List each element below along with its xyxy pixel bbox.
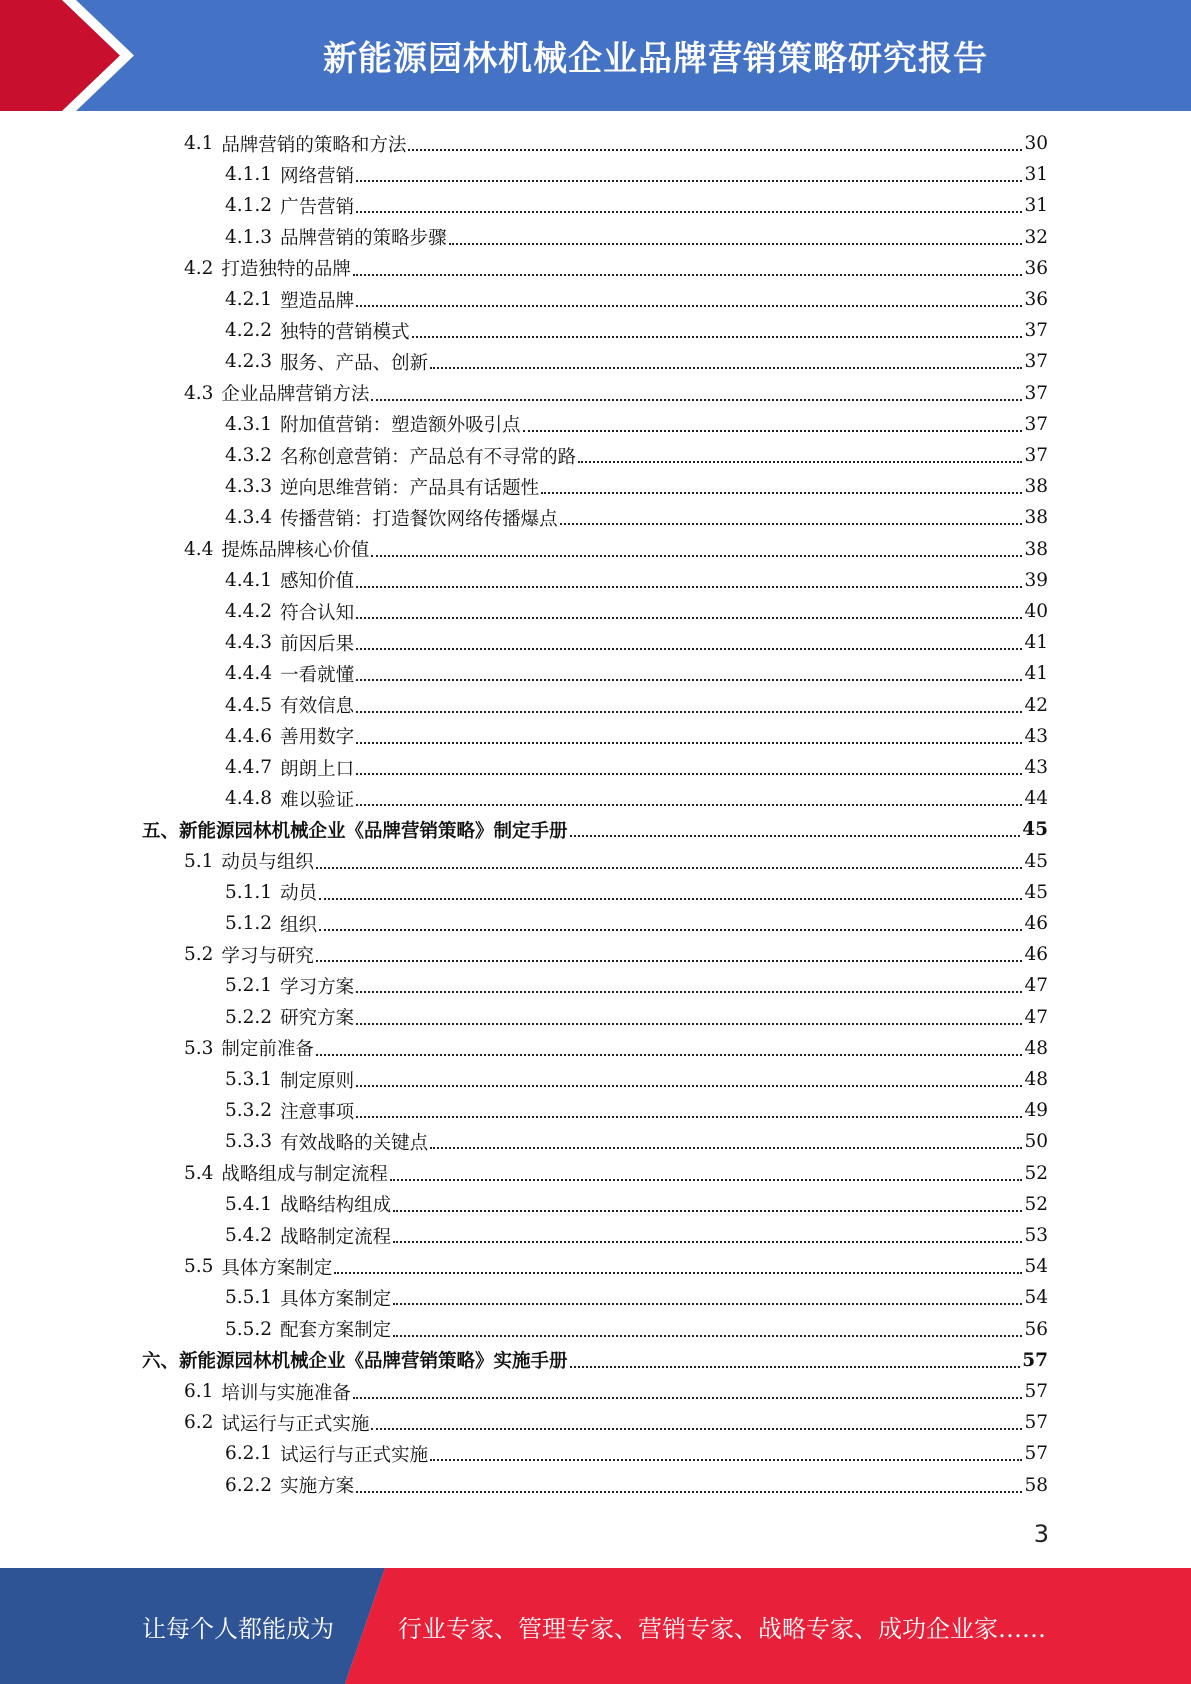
toc-leader-dots [371, 555, 1022, 557]
toc-leader-dots [316, 867, 1023, 869]
toc-entry-page: 52 [1024, 1162, 1048, 1184]
toc-leader-dots [356, 1085, 1022, 1087]
toc-entry-page: 39 [1024, 569, 1048, 591]
toc-entry-page: 37 [1024, 413, 1048, 435]
toc-entry-title: 试运行与正式实施 [221, 1413, 370, 1435]
toc-entry-page: 43 [1024, 757, 1048, 778]
toc-entry[interactable] [184, 253, 1048, 284]
toc-leader-dots [319, 929, 1022, 931]
toc-entry-title: 六、新能源园林机械企业《品牌营销策略》实施手册 [142, 1351, 568, 1373]
toc-entry-page: 54 [1024, 1287, 1048, 1309]
toc-entry-title: 符合认知 [280, 602, 355, 624]
toc-entry-title: 有效信息 [280, 696, 355, 718]
toc-leader-dots [356, 773, 1022, 775]
toc-leader-dots [371, 1428, 1022, 1430]
toc-leader-dots [393, 1335, 1022, 1337]
toc-entry-page: 44 [1024, 788, 1048, 810]
toc-entry-page: 52 [1024, 1193, 1048, 1215]
toc-entry-title: 企业品牌营销方法 [221, 384, 370, 406]
toc-leader-dots [449, 243, 1023, 245]
toc-entry-page: 45 [1024, 850, 1048, 872]
toc-entry-page: 38 [1024, 476, 1048, 498]
toc-entry-page: 49 [1024, 1100, 1048, 1122]
toc-entry-number: 4.4.1 [225, 569, 273, 591]
toc-entry-number: 4.4 [184, 538, 214, 560]
toc-entry[interactable] [225, 877, 1048, 908]
toc-entry-number: 5.5 [184, 1256, 214, 1278]
toc-leader-dots [371, 399, 1022, 401]
toc-entry-page: 32 [1024, 226, 1048, 248]
toc-entry-title: 一看就懂 [280, 664, 355, 686]
toc-entry-title: 网络营销 [280, 165, 355, 187]
toc-entry-page: 36 [1024, 257, 1048, 279]
toc-entry[interactable] [225, 1282, 1048, 1313]
toc-entry-title: 制定前准备 [221, 1039, 314, 1061]
toc-entry-page: 36 [1024, 289, 1048, 310]
toc-entry[interactable] [184, 1376, 1048, 1407]
toc-entry-page: 43 [1024, 725, 1048, 747]
toc-entry[interactable] [225, 658, 1048, 689]
toc-leader-dots [334, 1272, 1022, 1274]
toc-entry-title: 试运行与正式实施 [280, 1444, 429, 1466]
toc-entry-number: 4.4.4 [225, 663, 273, 685]
page-header [0, 0, 1191, 111]
toc-entry[interactable] [142, 814, 1048, 845]
toc-leader-dots [523, 430, 1023, 432]
toc-entry-title: 组织 [280, 914, 318, 936]
toc-entry-page: 38 [1024, 538, 1048, 560]
toc-entry-page: 58 [1024, 1474, 1048, 1496]
toc-entry-page: 46 [1024, 913, 1048, 934]
toc-entry-title: 学习与研究 [221, 945, 314, 967]
toc-entry-page: 41 [1024, 663, 1048, 685]
toc-entry-number: 5.2 [184, 944, 214, 966]
toc-entry[interactable] [225, 315, 1048, 346]
toc-entry-page: 31 [1024, 164, 1048, 186]
toc-entry-number: 6.2.2 [225, 1474, 273, 1496]
toc-leader-dots [356, 711, 1022, 713]
toc-entry-title: 战略组成与制定流程 [221, 1164, 388, 1186]
toc-entry[interactable] [225, 346, 1048, 377]
page-number: 3 [1033, 1520, 1049, 1548]
toc-leader-dots [356, 180, 1022, 182]
toc-entry-title: 注意事项 [280, 1101, 355, 1123]
toc-leader-dots [356, 1023, 1022, 1025]
toc-entry[interactable] [225, 502, 1048, 533]
toc-entry-title: 独特的营销模式 [280, 321, 410, 343]
toc-leader-dots [356, 991, 1022, 993]
toc-leader-dots [560, 523, 1023, 525]
toc-entry-page: 56 [1024, 1318, 1048, 1340]
toc-entry[interactable] [225, 1189, 1048, 1220]
toc-entry-title: 具体方案制定 [221, 1257, 333, 1279]
toc-entry-title: 战略制定流程 [280, 1226, 392, 1248]
toc-entry[interactable] [225, 284, 1048, 315]
toc-entry-page: 30 [1024, 133, 1048, 154]
toc-entry-number: 5.1.2 [225, 913, 273, 934]
toc-entry[interactable] [225, 596, 1048, 627]
toc-entry-title: 品牌营销的策略步骤 [280, 228, 447, 250]
toc-leader-dots [356, 679, 1022, 681]
toc-leader-dots [408, 149, 1022, 151]
toc-entry-number: 4.2.2 [225, 320, 273, 342]
toc-entry-page: 48 [1024, 1037, 1048, 1059]
toc-leader-dots [316, 1054, 1023, 1056]
toc-entry-title: 难以验证 [280, 789, 355, 811]
toc-entry-title: 感知价值 [280, 571, 355, 593]
toc-leader-dots [356, 742, 1022, 744]
toc-entry-title: 培训与实施准备 [221, 1382, 351, 1404]
toc-entry-page: 38 [1024, 507, 1048, 529]
toc-leader-dots [430, 1147, 1022, 1149]
toc-entry-page: 41 [1024, 632, 1048, 654]
toc-entry-page: 47 [1024, 975, 1048, 997]
report-title: 新能源园林机械企业品牌营销策略研究报告 [323, 39, 988, 79]
toc-entry-number: 4.4.7 [225, 757, 273, 778]
toc-leader-dots [541, 492, 1022, 494]
toc-entry[interactable] [225, 1438, 1048, 1469]
toc-entry-page: 45 [1022, 819, 1048, 841]
toc-entry[interactable] [184, 128, 1048, 159]
toc-entry-number: 5.4.1 [225, 1193, 273, 1215]
toc-entry-number: 4.1.1 [225, 164, 273, 186]
toc-entry-number: 4.4.8 [225, 788, 273, 810]
toc-leader-dots [430, 1459, 1022, 1461]
toc-entry-page: 37 [1024, 382, 1048, 404]
toc-entry[interactable] [184, 1158, 1048, 1189]
toc-entry-page: 57 [1024, 1412, 1048, 1434]
toc-leader-dots [356, 586, 1022, 588]
page-footer [0, 1568, 1191, 1684]
toc-leader-dots [316, 960, 1023, 962]
toc-leader-dots [356, 305, 1022, 307]
toc-leader-dots [412, 336, 1023, 338]
toc-entry-number: 4.3 [184, 382, 214, 404]
toc-entry-title: 五、新能源园林机械企业《品牌营销策略》制定手册 [142, 820, 568, 842]
toc-entry-title: 动员与组织 [221, 852, 314, 874]
toc-entry-number: 5.2.1 [225, 975, 273, 997]
toc-entry-title: 朗朗上口 [280, 758, 355, 780]
toc-entry-number: 5.2.2 [225, 1006, 273, 1028]
toc-entry[interactable] [225, 471, 1048, 502]
toc-entry[interactable] [184, 1033, 1048, 1064]
toc-entry[interactable] [225, 1126, 1048, 1157]
toc-entry-number: 5.3.1 [225, 1069, 273, 1090]
toc-entry-number: 5.1.1 [225, 881, 273, 903]
toc-leader-dots [319, 898, 1022, 900]
toc-entry-page: 46 [1024, 944, 1048, 966]
toc-entry[interactable] [184, 1407, 1048, 1438]
toc-entry-title: 前因后果 [280, 633, 355, 655]
toc-entry-page: 40 [1024, 601, 1048, 622]
toc-leader-dots [578, 461, 1022, 463]
toc-entry[interactable] [225, 690, 1048, 721]
toc-entry-title: 塑造品牌 [280, 290, 355, 312]
toc-leader-dots [430, 367, 1022, 369]
toc-entry-number: 5.1 [184, 850, 214, 872]
toc-entry[interactable] [184, 378, 1048, 409]
toc-entry-number: 5.5.1 [225, 1287, 273, 1309]
toc-entry[interactable] [225, 1002, 1048, 1033]
toc-entry[interactable] [225, 565, 1048, 596]
toc-entry[interactable] [184, 846, 1048, 877]
toc-entry-title: 配套方案制定 [280, 1320, 392, 1342]
toc-entry-number: 4.3.2 [225, 445, 273, 466]
toc-entry-number: 6.2 [184, 1412, 214, 1434]
toc-entry-page: 53 [1024, 1225, 1048, 1246]
toc-entry-title: 战略结构组成 [280, 1195, 392, 1217]
toc-entry-number: 4.3.4 [225, 507, 273, 529]
toc-leader-dots [393, 1303, 1022, 1305]
toc-leader-dots [356, 617, 1022, 619]
toc-leader-dots [356, 1491, 1022, 1493]
toc-entry[interactable] [142, 1345, 1048, 1376]
toc-entry-title: 动员 [280, 883, 318, 905]
toc-entry-number: 4.3.3 [225, 476, 273, 498]
toc-entry[interactable] [184, 939, 1048, 970]
toc-leader-dots [390, 1179, 1023, 1181]
toc-entry-title: 有效战略的关键点 [280, 1132, 429, 1154]
toc-entry[interactable] [184, 534, 1048, 565]
toc-entry[interactable] [225, 1314, 1048, 1345]
toc-entry-number: 4.2.1 [225, 289, 273, 310]
toc-entry-page: 57 [1024, 1443, 1048, 1465]
toc-entry[interactable] [225, 908, 1048, 939]
toc-entry-title: 学习方案 [280, 976, 355, 998]
toc-entry-page: 37 [1024, 320, 1048, 342]
toc-entry-page: 57 [1024, 1381, 1048, 1402]
toc-entry-number: 6.2.1 [225, 1443, 273, 1465]
toc-entry-title: 制定原则 [280, 1070, 355, 1092]
toc-entry-number: 4.1 [184, 133, 214, 154]
toc-entry-number: 4.1.3 [225, 226, 273, 248]
toc-entry-page: 48 [1024, 1069, 1048, 1090]
toc-entry-number: 4.4.6 [225, 725, 273, 747]
toc-entry-number: 5.3.2 [225, 1100, 273, 1122]
toc-entry-title: 附加值营销：塑造额外吸引点 [280, 415, 521, 437]
toc-entry-title: 品牌营销的策略和方法 [221, 134, 407, 156]
toc-entry[interactable] [225, 1064, 1048, 1095]
toc-entry-page: 45 [1024, 881, 1048, 903]
toc-entry[interactable] [225, 721, 1048, 752]
toc-leader-dots [570, 835, 1021, 837]
toc-entry-number: 5.3 [184, 1037, 214, 1059]
footer-slogan-right: 行业专家、管理专家、营销专家、战略专家、成功企业家…… [398, 1614, 1046, 1643]
toc-entry-title: 服务、产品、创新 [280, 352, 429, 374]
toc-leader-dots [353, 274, 1023, 276]
toc-entry[interactable] [225, 409, 1048, 440]
toc-entry-title: 名称创意营销：产品总有不寻常的路 [280, 446, 577, 468]
toc-entry[interactable] [184, 1251, 1048, 1282]
toc-leader-dots [356, 648, 1022, 650]
toc-entry-number: 6.1 [184, 1381, 214, 1402]
toc-leader-dots [353, 1397, 1023, 1399]
toc-entry-number: 4.4.2 [225, 601, 273, 622]
toc-entry-title: 提炼品牌核心价值 [221, 540, 370, 562]
toc-entry-title: 研究方案 [280, 1008, 355, 1030]
toc-entry-number: 4.3.1 [225, 413, 273, 435]
toc-entry-number: 4.1.2 [225, 195, 273, 217]
toc-entry-title: 善用数字 [280, 727, 355, 749]
footer-slogan-left: 让每个人都能成为 [142, 1614, 334, 1643]
toc-entry-number: 5.3.3 [225, 1131, 273, 1153]
toc-leader-dots [393, 1241, 1022, 1243]
toc-entry[interactable] [225, 627, 1048, 658]
toc-leader-dots [356, 804, 1022, 806]
toc-entry-title: 广告营销 [280, 196, 355, 218]
toc-entry[interactable] [225, 222, 1048, 253]
toc-entry[interactable] [225, 1220, 1048, 1251]
toc-entry-title: 逆向思维营销：产品具有话题性 [280, 477, 540, 499]
toc-entry[interactable] [225, 159, 1048, 190]
toc-entry[interactable] [225, 1470, 1048, 1501]
toc-entry[interactable] [225, 440, 1048, 471]
toc-leader-dots [356, 211, 1022, 213]
toc-entry-number: 4.2 [184, 257, 214, 279]
toc-leader-dots [570, 1366, 1021, 1368]
toc-entry-title: 打造独特的品牌 [221, 259, 351, 281]
toc-leader-dots [356, 1116, 1022, 1118]
toc-entry-number: 4.4.5 [225, 694, 273, 716]
toc-entry[interactable] [225, 1095, 1048, 1126]
toc-entry-title: 传播营销：打造餐饮网络传播爆点 [280, 508, 558, 530]
toc-leader-dots [393, 1210, 1022, 1212]
red-chevron-decoration [0, 0, 160, 111]
toc-entry-number: 5.4 [184, 1162, 214, 1184]
toc-entry-page: 54 [1024, 1256, 1048, 1278]
toc-entry[interactable] [225, 190, 1048, 221]
toc-entry-title: 实施方案 [280, 1476, 355, 1498]
toc-entry-page: 31 [1024, 195, 1048, 217]
toc-entry-page: 50 [1024, 1131, 1048, 1153]
toc-entry-number: 5.5.2 [225, 1318, 273, 1340]
toc-entry-page: 37 [1024, 351, 1048, 373]
toc-entry-page: 42 [1024, 694, 1048, 716]
toc-entry[interactable] [225, 970, 1048, 1001]
toc-entry-number: 4.2.3 [225, 351, 273, 373]
toc-entry-title: 具体方案制定 [280, 1288, 392, 1310]
toc-entry[interactable] [225, 752, 1048, 783]
toc-entry-page: 47 [1024, 1006, 1048, 1028]
toc-entry-number: 5.4.2 [225, 1225, 273, 1246]
toc-entry-page: 57 [1022, 1349, 1048, 1371]
toc-entry[interactable] [225, 783, 1048, 814]
toc-entry-page: 37 [1024, 445, 1048, 466]
toc-entry-number: 4.4.3 [225, 632, 273, 654]
